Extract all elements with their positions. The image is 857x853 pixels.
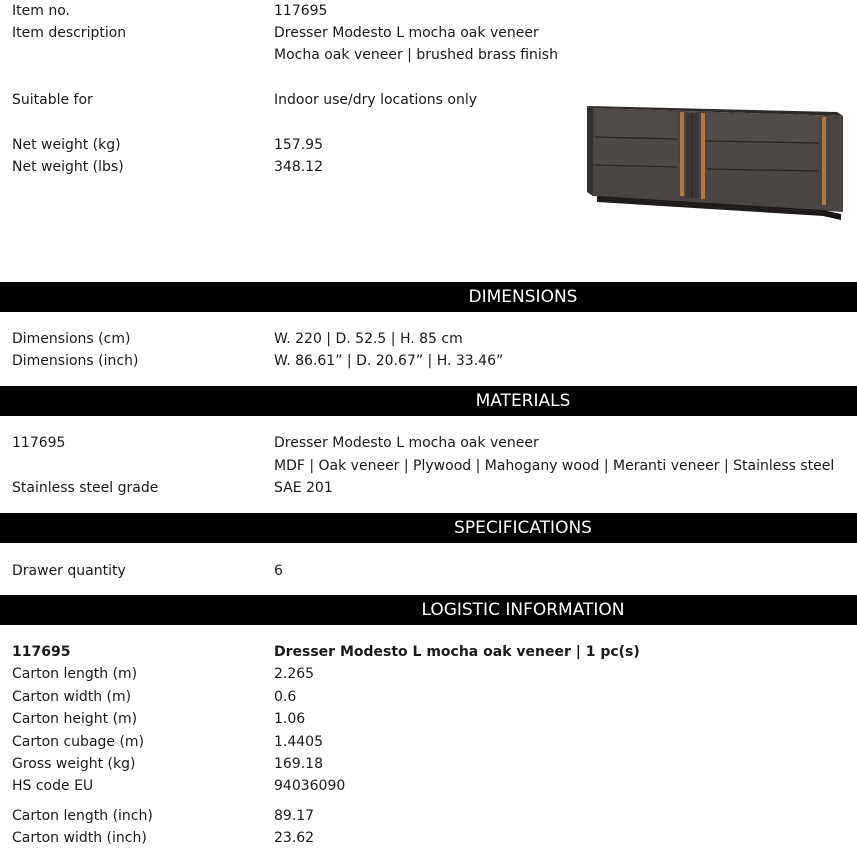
description-label: Item description (12, 25, 127, 41)
logistic-row-value: 23.62 (274, 830, 315, 846)
net-weight-kg-label: Net weight (kg) (12, 137, 121, 153)
logistic-row-label: Carton cubage (m) (12, 734, 145, 750)
materials-list-value: MDF | Oak veneer | Plywood | Mahogany wood | Meranti veneer | Stainless steel (274, 458, 835, 474)
item-no-label: Item no. (12, 3, 70, 19)
logistic-item-label: 117695 (12, 644, 71, 660)
logistic-row-label: Carton width (m) (12, 689, 132, 705)
steel-grade-label: Stainless steel grade (12, 480, 159, 496)
logistic-row-value: 169.18 (274, 756, 323, 772)
net-weight-lbs-value: 348.12 (274, 159, 323, 175)
logistic-row-label: Carton height (m) (12, 711, 138, 727)
materials-item-value: Dresser Modesto L mocha oak veneer (274, 435, 539, 451)
logistic-row-label: Carton length (m) (12, 666, 138, 682)
logistic-row-value: 0.6 (274, 689, 297, 705)
specifications-header: SPECIFICATIONS (0, 513, 857, 543)
dimensions-inch-value: W. 86.61” | D. 20.67” | H. 33.46” (274, 353, 504, 369)
dimensions-inch-label: Dimensions (inch) (12, 353, 139, 369)
materials-item-label: 117695 (12, 435, 66, 451)
dimensions-header: DIMENSIONS (0, 282, 857, 312)
logistic-row-value: 1.4405 (274, 734, 323, 750)
net-weight-kg-value: 157.95 (274, 137, 323, 153)
logistic-row-label: Carton length (inch) (12, 808, 153, 824)
net-weight-lbs-label: Net weight (lbs) (12, 159, 124, 175)
logistic-row-label: Gross weight (kg) (12, 756, 136, 772)
logistic-row-value: 1.06 (274, 711, 306, 727)
dresser-product-image (583, 100, 845, 230)
logistic-row-value: 89.17 (274, 808, 315, 824)
logistic-item-value: Dresser Modesto L mocha oak veneer | 1 pc(s) (274, 644, 640, 660)
drawer-quantity-label: Drawer quantity (12, 563, 126, 579)
dimensions-cm-value: W. 220 | D. 52.5 | H. 85 cm (274, 331, 463, 347)
suitable-value: Indoor use/dry locations only (274, 92, 478, 108)
suitable-label: Suitable for (12, 92, 93, 108)
logistic-row-value: 2.265 (274, 666, 315, 682)
logistic-header: LOGISTIC INFORMATION (0, 595, 857, 625)
logistic-row-value: 94036090 (274, 778, 346, 794)
item-no-value: 117695 (274, 3, 328, 19)
logistic-row-label: HS code EU (12, 778, 94, 794)
steel-grade-value: SAE 201 (274, 480, 333, 496)
drawer-quantity-value: 6 (274, 563, 283, 579)
dimensions-cm-label: Dimensions (cm) (12, 331, 131, 347)
logistic-row-label: Carton width (inch) (12, 830, 147, 846)
description-value-line1: Dresser Modesto L mocha oak veneer (274, 25, 539, 41)
materials-header: MATERIALS (0, 386, 857, 416)
description-value-line2: Mocha oak veneer | brushed brass finish (274, 47, 558, 63)
